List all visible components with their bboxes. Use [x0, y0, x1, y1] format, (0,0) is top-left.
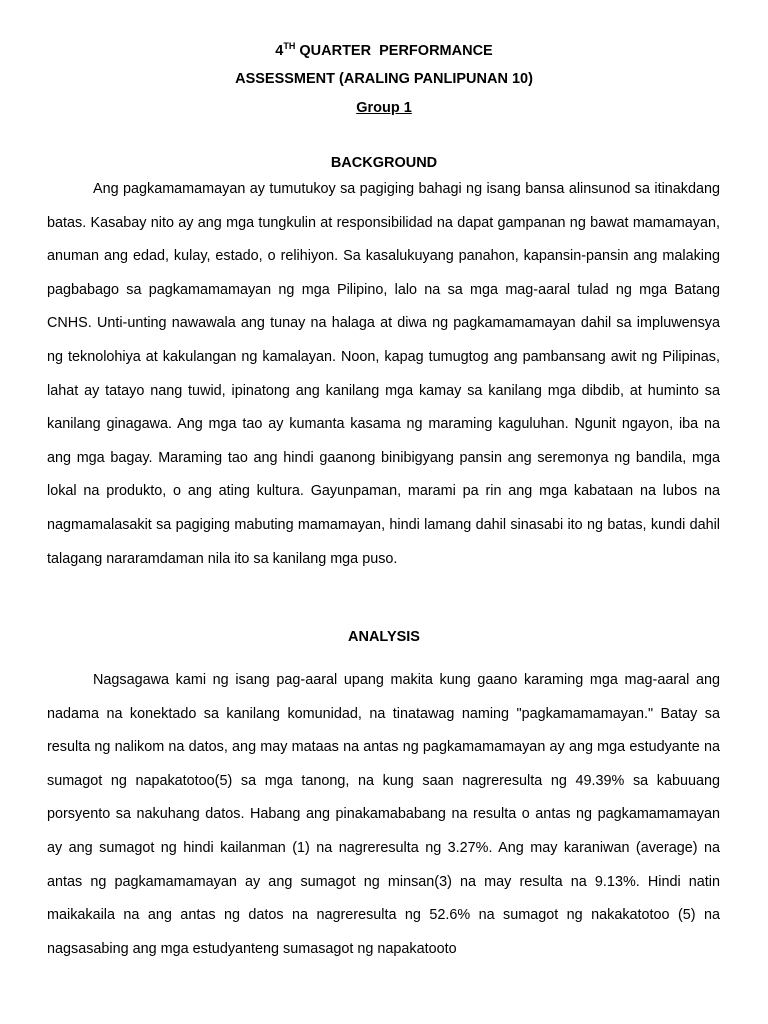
group-label: Group 1: [356, 100, 412, 116]
analysis-paragraph: Nagsagawa kami ng isang pag-aaral upang makita kung gaano karaming mga mag-aaral ang nadama na konektado sa kanilang komunidad, na tinatawag naming "pagkamamamayan." Batay sa resulta ng nalikom na datos, ang may mataas na antas ng pagkamamamayan ay ang mga estudyante na sumagot ng napakatotoo(5) sa mga tanong, na kung saan nagreresulta ng 49.39% sa kabuuang porsyento sa nakuhang datos. Habang ang pinakamababang na resulta o antas ng pagkamamamayan ay ang sumagot ng hindi kailanman (1) na nagreresulta ng 3.27%. Ang may karaniwan (average) na antas ng pagkamamamayan ay ang sumagot ng minsan(3) na may resulta na 9.13%. Hindi natin maikakaila na ang antas ng datos na nagreresulta ng 52.6% na sumagot ng nakakatotoo (5) na nagsasabing ang mga estudyanteng sumasagot ng napakatooto: [47, 672, 720, 957]
background-paragraph: Ang pagkamamamayan ay tumutukoy sa pagiging bahagi ng isang bansa alinsunod sa itinakdang batas. Kasabay nito ay ang mga tungkulin at responsibilidad na dapat gampanan ng bawat mamamayan, anuman ang edad, kulay, estado, o relihiyon. Sa kasalukuyang panahon, kapansin-pansin ang malaking pagbabago sa pagkamamamayan ng mga Pilipino, lalo na sa mga mag-aaral tulad ng mga Batang CNHS. Unti-unting nawawala ang tunay na halaga at diwa ng pagkamamamayan dahil sa impluwensya ng teknolohiya at kakulangan ng kamalayan. Noon, kapag tumugtog ang pambansang awit ng Pilipinas, lahat ay tatayo nang tuwid, ipinatong ang kanilang mga kamay sa kanilang mga dibdib, at huminto sa kanilang ginagawa. Ang mga tao ay kumanta kasama ng maraming kaguluhan. Ngunit ngayon, iba na ang mga bagay. Maraming tao ang hindi gaanong binibigyang pansin ang seremonya ng bandila, mga lokal na produkto, o ang ating kultura. Gayunpaman, marami pa rin ang mga kabataan na lubos na nagmamalasakit sa pagiging mabuting mamamayan, hindi lamang dahil sinasabi ito ng batas, kundi dahil talagang nararamdaman nila ito sa kanilang mga puso.: [47, 181, 720, 567]
background-heading: BACKGROUND: [330, 155, 438, 171]
document-subtitle: ASSESSMENT (ARALING PANLIPUNAN 10): [235, 71, 533, 87]
document-title: [0, 42, 768, 60]
analysis-heading: ANALYSIS: [348, 629, 420, 645]
title-rest: QUARTER PERFORMANCE: [295, 43, 493, 59]
title-quarter-number: 4: [275, 43, 284, 59]
title-superscript: TH: [283, 41, 296, 51]
